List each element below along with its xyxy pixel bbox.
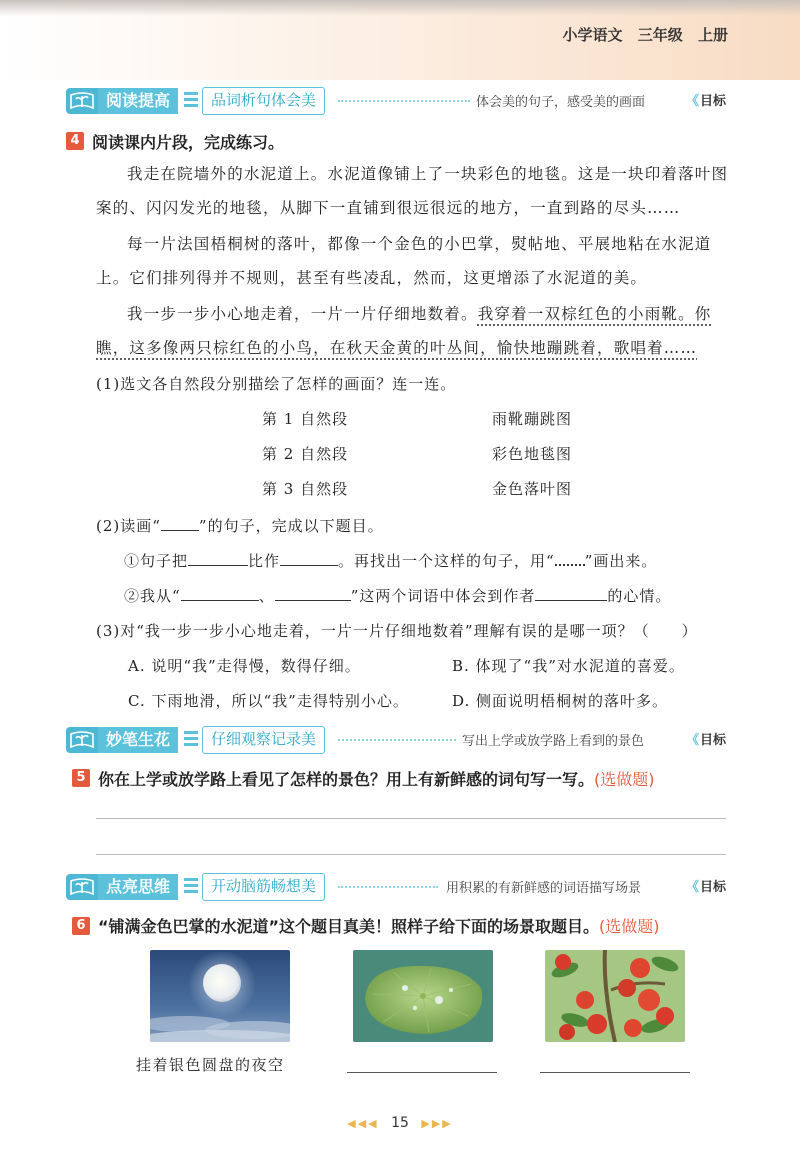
blank-line bbox=[161, 515, 199, 531]
stripe-decoration bbox=[184, 731, 198, 749]
question-title: “铺满金色巴掌的水泥道”这个题目真美！照样子给下面的场景取题目。(选做题) bbox=[98, 917, 660, 936]
book-header: 小学语文 三年级 上册 bbox=[562, 26, 728, 44]
writing-line[interactable] bbox=[96, 854, 726, 855]
wavy-line-sample bbox=[555, 552, 585, 566]
dotted-divider bbox=[338, 739, 456, 741]
example-caption: 挂着银色圆盘的夜空 bbox=[136, 1056, 285, 1074]
section-goal: 写出上学或放学路上看到的景色 bbox=[462, 734, 645, 749]
passage-paragraph-1: 我走在院墙外的水泥道上。水泥道像铺上了一块彩色的地毯。这是一块印着落叶图案的、闪闪发光的地毯，从脚下一直铺到很远很远的地方，一直到路的尽头…… bbox=[96, 165, 729, 217]
answer-line[interactable] bbox=[540, 1072, 690, 1073]
section-goal: 用积累的有新鲜感的词语描写场景 bbox=[446, 881, 642, 896]
answer-line[interactable] bbox=[347, 1072, 497, 1073]
sub-question-3: (3)对“我一步一步小心地走着，一片一片仔细地数着”理解有误的是哪一项？（ ） bbox=[96, 622, 698, 640]
sub-question-1: (1)选文各自然段分别描绘了怎样的画面？连一连。 bbox=[96, 375, 457, 393]
match-right-item[interactable]: 金色落叶图 bbox=[492, 480, 573, 498]
optional-tag: (选做题) bbox=[594, 770, 655, 789]
dotted-divider bbox=[338, 100, 470, 102]
section-subtitle: 开动脑筋畅想美 bbox=[202, 873, 325, 901]
stripe-decoration bbox=[184, 92, 198, 110]
match-left-item[interactable]: 第 1 自然段 bbox=[262, 410, 349, 428]
question-number: 6 bbox=[72, 917, 90, 935]
dotted-divider bbox=[338, 886, 438, 888]
question-title: 你在上学或放学路上看见了怎样的景色？用上有新鲜感的词句写一写。(选做题) bbox=[98, 770, 655, 789]
passage-paragraph-2: 每一片法国梧桐树的落叶，都像一个金色的小巴掌，熨帖地、平展地粘在水泥道上。它们排列得并不规则，甚至有些凌乱，然而，这更增添了水泥道的美。 bbox=[96, 235, 712, 287]
section-title: 阅读提高 bbox=[98, 88, 178, 114]
wavy-underlined-sentence: 我穿着一双棕红色的小雨靴。你瞧，这多像两只棕红色的小鸟，在秋天金黄的叶丛间，愉快地蹦跳着，歌唱着…… bbox=[96, 305, 712, 357]
writing-line[interactable] bbox=[96, 818, 726, 819]
choice-option-d[interactable]: D. 侧面说明梧桐树的落叶多。 bbox=[452, 692, 669, 710]
choice-option-c[interactable]: C. 下雨地滑，所以“我”走得特别小心。 bbox=[128, 692, 409, 710]
goal-tag: 《 目标 bbox=[686, 729, 726, 748]
book-sprout-icon bbox=[66, 727, 98, 753]
goal-tag: 《 目标 bbox=[686, 876, 726, 895]
question-title: 阅读课内片段，完成练习。 bbox=[92, 133, 285, 152]
page-number: 15 bbox=[391, 1115, 409, 1131]
section-banner-reading bbox=[66, 87, 726, 115]
answer-blank[interactable] bbox=[280, 550, 338, 566]
left-arrows-icon: ◀◀◀ bbox=[347, 1117, 379, 1130]
section-goal: 体会美的句子，感受美的画面 bbox=[476, 95, 646, 110]
moon-night-sky-image bbox=[150, 950, 290, 1042]
apple-tree-image bbox=[545, 950, 685, 1042]
sub-question-2-1: ①句子把 比作 。再找出一个这样的句子，用“ ”画出来。 bbox=[124, 552, 658, 570]
section-title: 点亮思维 bbox=[98, 874, 178, 900]
book-sprout-icon bbox=[66, 88, 98, 114]
lotus-leaf-image bbox=[353, 950, 493, 1042]
answer-blank[interactable] bbox=[535, 585, 607, 601]
right-arrows-icon: ▶▶▶ bbox=[421, 1117, 453, 1130]
answer-blank[interactable] bbox=[181, 585, 259, 601]
question-number: 4 bbox=[66, 132, 84, 150]
section-title: 妙笔生花 bbox=[98, 727, 178, 753]
section-banner-thinking bbox=[66, 873, 726, 901]
section-subtitle: 品词析句体会美 bbox=[202, 87, 325, 115]
question-number: 5 bbox=[72, 769, 90, 787]
optional-tag: (选做题) bbox=[599, 917, 660, 936]
page-top-shadow bbox=[0, 0, 800, 16]
match-right-item[interactable]: 彩色地毯图 bbox=[492, 445, 573, 463]
choice-option-a[interactable]: A. 说明“我”走得慢，数得仔细。 bbox=[128, 657, 361, 675]
goal-tag: 《 目标 bbox=[686, 90, 726, 109]
sub-question-2-2: ②我从“ 、 ”这两个词语中体会到作者 的心情。 bbox=[124, 587, 672, 605]
section-banner-writing bbox=[66, 726, 726, 754]
sub-question-2: (2)读画“ ”的句子，完成以下题目。 bbox=[96, 517, 384, 535]
section-subtitle: 仔细观察记录美 bbox=[202, 726, 325, 754]
passage-paragraph-3 bbox=[96, 297, 730, 365]
page-footer bbox=[0, 1115, 800, 1131]
choice-option-b[interactable]: B. 体现了“我”对水泥道的喜爱。 bbox=[452, 657, 685, 675]
answer-blank[interactable] bbox=[275, 585, 351, 601]
book-sprout-icon bbox=[66, 874, 98, 900]
match-left-item[interactable]: 第 3 自然段 bbox=[262, 480, 349, 498]
answer-blank[interactable] bbox=[188, 550, 248, 566]
match-left-item[interactable]: 第 2 自然段 bbox=[262, 445, 349, 463]
stripe-decoration bbox=[184, 878, 198, 896]
passage-sentence: 我一步一步小心地走着，一片一片仔细地数着。 bbox=[127, 305, 478, 323]
match-right-item[interactable]: 雨靴蹦跳图 bbox=[492, 410, 573, 428]
